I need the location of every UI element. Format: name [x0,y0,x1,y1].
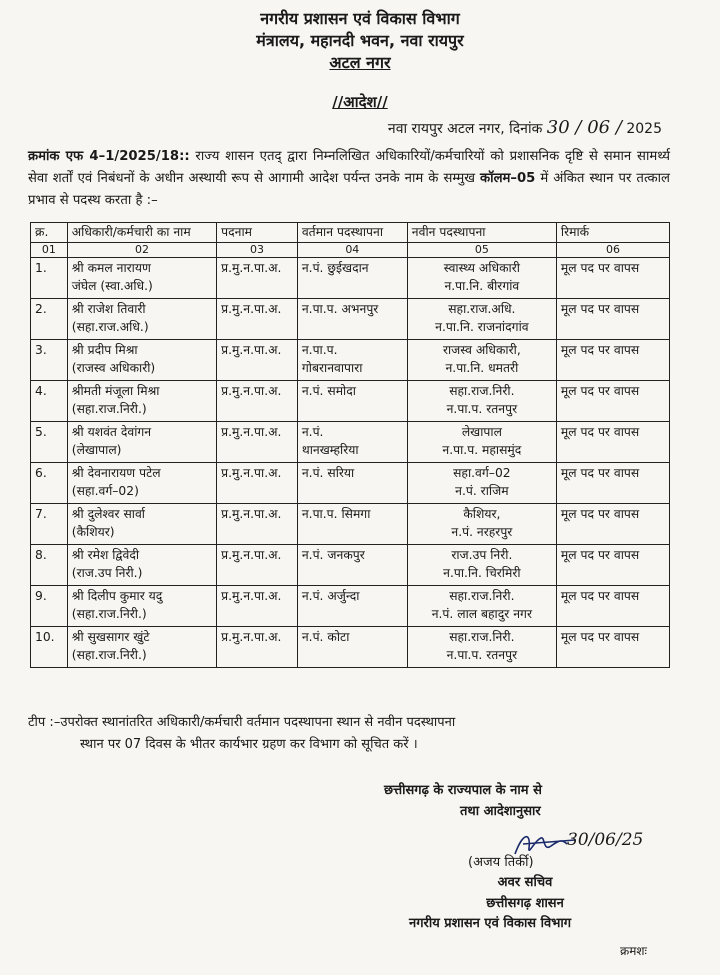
cell-new-posting-text: न.पा.नि. चिरमिरी [443,566,521,580]
cell-remark [556,463,669,504]
cell-remark-text: मूल पद पर वापस [560,507,640,521]
col-number: 06 [556,243,669,258]
cell-sn [31,422,68,463]
cell-sn-text: 2. [35,302,47,316]
cell-post [217,258,298,299]
col-number: 04 [297,243,407,258]
cell-name-text: श्री रमेश द्विवेदी [71,548,140,562]
table-row [31,586,670,627]
cell-remark-text: मूल पद पर वापस [560,384,640,398]
cell-name [67,299,216,340]
cell-name [67,422,216,463]
cell-post-text: प्र.मु.न.पा.अ. [221,261,282,275]
note-line-2: स्थान पर 07 दिवस के भीतर कार्यभार ग्रहण कर विभाग को सूचित करें । [80,737,418,752]
table-row [31,463,670,504]
cell-current-posting-text: न.पा.प. [301,343,338,357]
table-row [31,545,670,586]
cell-current-posting-text: थानखम्हरिया [301,443,359,457]
cell-post-text: प्र.मु.न.पा.अ. [221,302,282,316]
cell-new-posting-text: सहा.राज.निरी. [449,589,515,603]
cell-name-text: श्री दुलेश्वर सार्वा [71,507,145,521]
cell-post-text: प्र.मु.न.पा.अ. [221,466,282,480]
cell-new-posting [407,381,556,422]
cell-remark [556,545,669,586]
cell-name-text: (सहा.राज.अधि.) [71,320,149,334]
col-number: 02 [67,243,216,258]
cell-post [217,422,298,463]
place-date-prefix: नवा रायपुर अटल नगर, दिनांक [387,121,543,137]
cell-post [217,381,298,422]
cell-name-text: श्री दिलीप कुमार यदु [71,589,163,603]
cell-new-posting-text: न.पा.नि. बीरगांव [444,279,520,293]
cell-post [217,299,298,340]
note-line-1: टीप :–उपरोक्त स्थानांतरित अधिकारी/कर्मचारी वर्तमान पदस्थापना स्थान से नवीन पदस्थापना [28,715,456,730]
cell-new-posting-text: लेखापाल [461,425,502,439]
signatory-department: नगरीय प्रशासन एवं विकास विभाग [409,916,572,931]
cell-remark [556,586,669,627]
cell-name-text: श्री सुखसागर खुंटे [71,630,150,644]
cell-sn-text: 6. [35,466,47,480]
column-number-row [31,243,670,258]
signatory-designation [455,872,595,914]
cell-remark-text: मूल पद पर वापस [560,302,640,316]
date-year: 2025 [626,121,662,137]
cell-post-text: प्र.मु.न.पा.अ. [221,384,282,398]
col-number: 01 [31,243,68,258]
table-row [31,627,670,668]
cell-post-text: प्र.मु.न.पा.अ. [221,343,282,357]
cell-name [67,504,216,545]
order-number: क्रमांक एफ 4–1/2025/18:: [28,149,190,164]
cell-remark-text: मूल पद पर वापस [560,261,640,275]
cell-new-posting [407,504,556,545]
cell-current-posting-text: न.पा.प. सिमगा [301,507,371,521]
cell-new-posting-text: न.पा.प. रतनपुर [446,648,518,662]
cell-current-posting-text: गोबरानवापारा [301,361,363,375]
cell-name [67,340,216,381]
cell-new-posting-text: न.पं. लाल बहादुर नगर [431,607,532,621]
col-number: 03 [217,243,298,258]
cell-new-posting [407,627,556,668]
cell-current-posting-text: न.पं. [301,425,324,439]
cell-name-text: जंघेल (स्वा.अधि.) [71,279,153,293]
authority-block [384,780,684,822]
cell-name-text: श्री राजेश तिवारी [71,302,146,316]
cell-name [67,258,216,299]
cell-sn [31,340,68,381]
intro-text-b: में अंकित स्थान पर तत्काल प्रभाव से पदस्थ करता है :– [28,171,670,208]
cell-name-text: श्री कमल नारायण [71,261,151,275]
cell-sn [31,299,68,340]
cell-new-posting [407,340,556,381]
cell-sn-text: 9. [35,589,47,603]
header-sn: क्र. [31,223,68,243]
cell-name [67,381,216,422]
cell-name-text: श्रीमती मंजूला मिश्रा [71,384,160,398]
cell-sn-text: 1. [35,261,47,275]
note [28,712,678,756]
cell-remark [556,422,669,463]
cell-new-posting-text: न.पा.नि. राजनांदगांव [435,320,529,334]
designation: अवर सचिव [497,875,553,890]
cell-current-posting-text: न.पं. अर्जुन्दा [301,589,360,603]
header-name: अधिकारी/कर्मचारी का नाम [67,223,216,243]
cell-current-posting-text: न.पा.प. अभनपुर [301,302,379,316]
place-date [388,117,662,138]
cell-post-text: प्र.मु.न.पा.अ. [221,548,282,562]
cell-post [217,340,298,381]
cell-current-posting [297,340,407,381]
table-row [31,340,670,381]
table-row [31,422,670,463]
cell-post [217,545,298,586]
cell-remark [556,381,669,422]
table-row [31,258,670,299]
cell-sn-text: 10. [35,630,55,644]
authority-line-2: तथा आदेशानुसार [460,804,541,819]
cell-current-posting [297,299,407,340]
cell-current-posting-text: न.पं. जनकपुर [301,548,365,562]
cell-name [67,627,216,668]
cell-remark [556,299,669,340]
signature-date: 30/06/25 [567,830,644,850]
cell-new-posting-text: स्वास्थ्य अधिकारी [443,261,520,275]
cell-sn [31,258,68,299]
cell-new-posting-text: न.पा.प. महासमुंद [442,443,522,457]
cell-new-posting-text: राज.उप निरी. [451,548,513,562]
cell-name [67,586,216,627]
cell-name-text: (सहा.राज.निरी.) [71,607,147,621]
cell-remark-text: मूल पद पर वापस [560,630,640,644]
city-name: अटल नगर [329,53,391,72]
cell-current-posting-text: न.पं. सरिया [301,466,355,480]
cell-remark-text: मूल पद पर वापस [560,548,640,562]
cell-post-text: प्र.मु.न.पा.अ. [221,425,282,439]
cell-new-posting-text: राजस्व अधिकारी, [442,343,521,357]
cell-post [217,627,298,668]
cell-current-posting [297,463,407,504]
cell-name-text: (लेखापाल) [71,443,122,457]
table-row [31,381,670,422]
order-title: //आदेश// [332,93,388,111]
cell-name-text: श्री प्रदीप मिश्रा [71,343,138,357]
cell-post [217,586,298,627]
cell-new-posting-text: सहा.वर्ग–02 [453,466,511,480]
cell-current-posting [297,627,407,668]
cell-current-posting [297,586,407,627]
cell-name [67,463,216,504]
ministry-address: मंत्रालय, महानदी भवन, नवा रायपुर [256,31,464,50]
cell-name-text: (सहा.राज.निरी.) [71,402,147,416]
cell-new-posting [407,422,556,463]
cell-sn-text: 4. [35,384,47,398]
cell-name-text: (राजस्व अधिकारी) [71,361,156,375]
cell-remark-text: मूल पद पर वापस [560,466,640,480]
cell-remark [556,504,669,545]
cell-remark [556,627,669,668]
cell-remark [556,340,669,381]
cell-new-posting [407,586,556,627]
cell-current-posting-text: न.पं. कोटा [301,630,350,644]
cell-sn [31,586,68,627]
cell-post-text: प्र.मु.न.पा.अ. [221,630,282,644]
col-number: 05 [407,243,556,258]
cell-current-posting [297,545,407,586]
table-row [31,299,670,340]
cell-post [217,463,298,504]
cell-new-posting [407,545,556,586]
cell-remark-text: मूल पद पर वापस [560,589,640,603]
cell-remark-text: मूल पद पर वापस [560,425,640,439]
cell-name-text: श्री देवनारायण पटेल [71,466,161,480]
state-government: छत्तीसगढ़ शासन [486,896,564,911]
continued-marker: क्रमशः [620,944,647,958]
cell-name-text: (कैशियर) [71,525,115,539]
header-current: वर्तमान पदस्थापना [297,223,407,243]
cell-post-text: प्र.मु.न.पा.अ. [221,507,282,521]
table-header-row [31,223,670,243]
cell-current-posting-text: न.पं. छुईखदान [301,261,369,275]
cell-post [217,504,298,545]
authority-line-1: छत्तीसगढ़ के राज्यपाल के नाम से [384,783,542,798]
header-remark: रिमार्क [556,223,669,243]
cell-sn-text: 7. [35,507,47,521]
cell-name-text: श्री यशवंत देवांगन [71,425,152,439]
cell-new-posting-text: सहा.राज.अधि. [448,302,516,316]
cell-new-posting-text: कैशियर, [463,507,501,521]
cell-name-text: (राज.उप निरी.) [71,566,143,580]
cell-name-text: (सहा.वर्ग–02) [71,484,139,498]
cell-sn [31,627,68,668]
header-post: पदनाम [217,223,298,243]
cell-new-posting-text: न.पा.नि. धमतरी [445,361,519,375]
cell-new-posting [407,463,556,504]
cell-new-posting-text: सहा.राज.निरी. [449,384,515,398]
cell-post-text: प्र.मु.न.पा.अ. [221,589,282,603]
cell-remark-text: मूल पद पर वापस [560,343,640,357]
handwritten-date: 30 / 06 / [546,117,622,138]
cell-name-text: (सहा.राज.निरी.) [71,648,147,662]
cell-remark [556,258,669,299]
cell-current-posting-text: न.पं. समोदा [301,384,356,398]
cell-new-posting [407,258,556,299]
letterhead [0,8,720,74]
signatory-name: (अजय तिर्की) [468,855,534,870]
cell-sn [31,504,68,545]
cell-new-posting-text: सहा.राज.निरी. [449,630,515,644]
cell-sn-text: 8. [35,548,47,562]
table-row [31,504,670,545]
cell-new-posting [407,299,556,340]
cell-new-posting-text: न.पा.प. रतनपुर [446,402,518,416]
cell-sn [31,545,68,586]
intro-text-a: राज्य शासन एतद् द्वारा निम्नलिखित अधिकारियों/कर्मचारियों को प्रशासनिक दृष्टि से समान सामर्थ्य सेवा शर्तों एवं निबंधनों के अधीन अस्थायी रूप से आगामी आदेश पर्यन्त उनके नाम के सम्मुख [28,149,671,186]
department-name: नगरीय प्रशासन एवं विकास विभाग [260,9,460,28]
cell-sn [31,381,68,422]
cell-new-posting-text: न.पं. नरहरपुर [451,525,513,539]
cell-sn-text: 3. [35,343,47,357]
order-intro [28,146,670,212]
cell-current-posting [297,381,407,422]
cell-current-posting [297,258,407,299]
cell-name [67,545,216,586]
cell-sn-text: 5. [35,425,47,439]
cell-new-posting-text: न.पं. राजिम [455,484,509,498]
column-reference: कॉलम–05 [480,171,536,186]
cell-current-posting [297,422,407,463]
transfer-table [30,222,670,668]
cell-sn [31,463,68,504]
cell-current-posting [297,504,407,545]
header-new: नवीन पदस्थापना [407,223,556,243]
